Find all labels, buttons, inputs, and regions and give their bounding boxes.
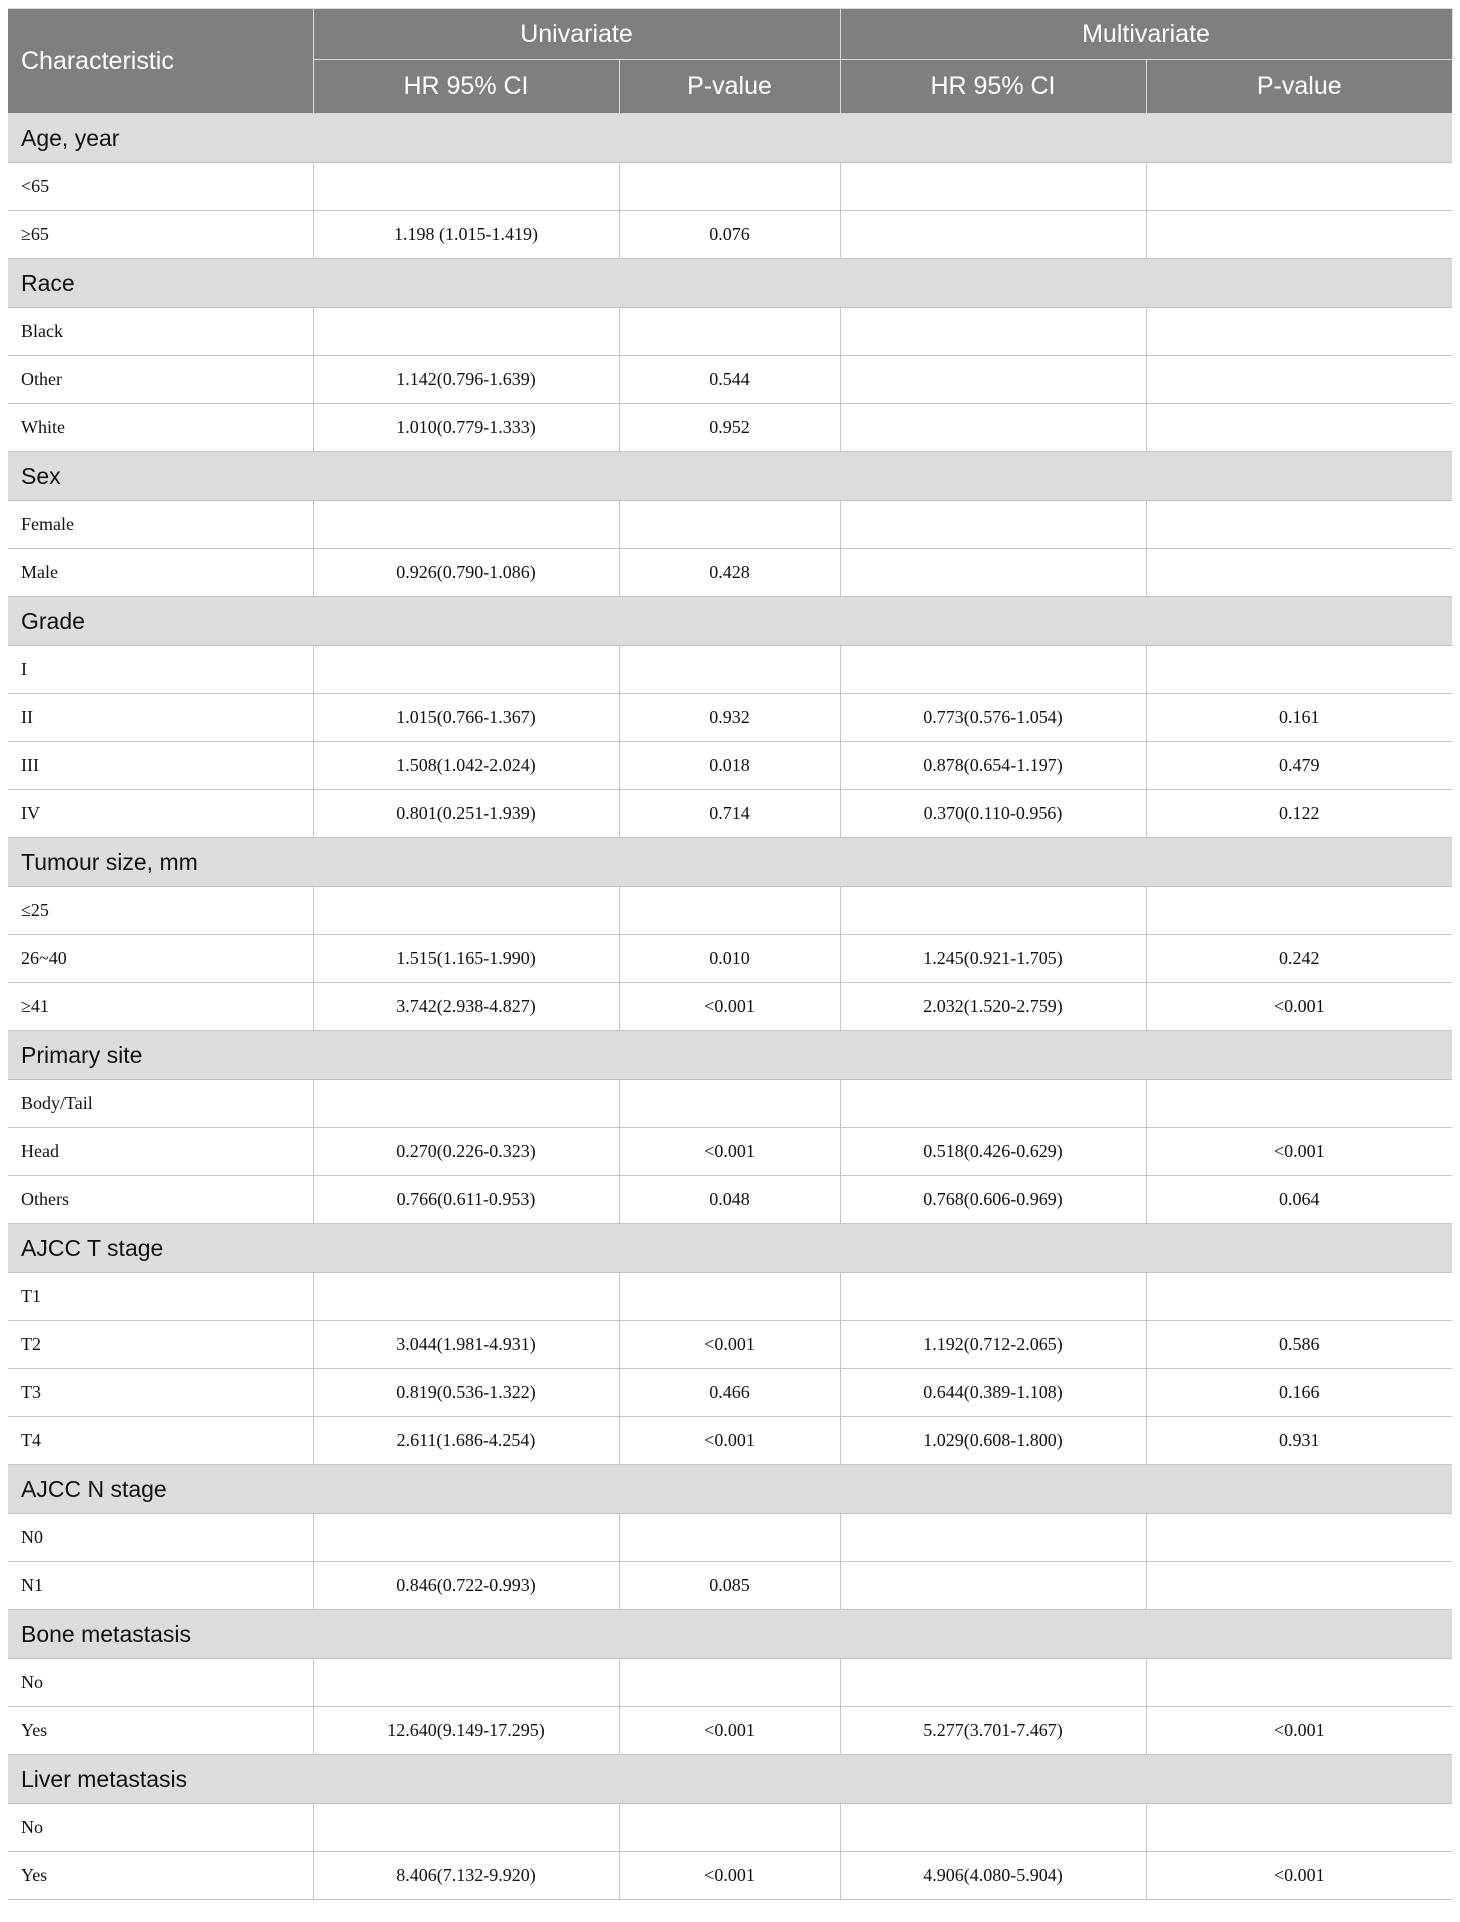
section-header-row xyxy=(8,1610,1452,1659)
row-label: Head xyxy=(8,1128,313,1176)
header-univariate-p: P-value xyxy=(619,60,840,114)
table-row xyxy=(8,1514,1452,1562)
multivariate-hr-cell: 0.773(0.576-1.054) xyxy=(840,694,1146,742)
univariate-p-cell: 0.048 xyxy=(619,1176,840,1224)
table-row xyxy=(8,1369,1452,1417)
section-title: Tumour size, mm xyxy=(8,838,1452,887)
multivariate-p-cell: 0.166 xyxy=(1146,1369,1452,1417)
univariate-hr-cell: 8.406(7.132-9.920) xyxy=(313,1852,619,1900)
univariate-hr-cell: 3.742(2.938-4.827) xyxy=(313,983,619,1031)
table-row xyxy=(8,1273,1452,1321)
row-label: 26~40 xyxy=(8,935,313,983)
univariate-p-cell xyxy=(619,308,840,356)
univariate-hr-cell: 0.819(0.536-1.322) xyxy=(313,1369,619,1417)
univariate-hr-cell xyxy=(313,1273,619,1321)
univariate-p-cell xyxy=(619,163,840,211)
univariate-p-cell: 0.466 xyxy=(619,1369,840,1417)
univariate-p-cell xyxy=(619,1804,840,1852)
univariate-hr-cell xyxy=(313,1080,619,1128)
header-multivariate-hr: HR 95% CI xyxy=(840,60,1146,114)
multivariate-p-cell: <0.001 xyxy=(1146,1852,1452,1900)
univariate-hr-cell: 0.766(0.611-0.953) xyxy=(313,1176,619,1224)
univariate-p-cell: <0.001 xyxy=(619,1128,840,1176)
multivariate-p-cell xyxy=(1146,646,1452,694)
univariate-p-cell: 0.714 xyxy=(619,790,840,838)
multivariate-hr-cell xyxy=(840,501,1146,549)
multivariate-p-cell xyxy=(1146,211,1452,259)
row-label: Others xyxy=(8,1176,313,1224)
multivariate-p-cell xyxy=(1146,549,1452,597)
univariate-hr-cell: 0.270(0.226-0.323) xyxy=(313,1128,619,1176)
multivariate-hr-cell: 2.032(1.520-2.759) xyxy=(840,983,1146,1031)
univariate-p-cell xyxy=(619,646,840,694)
table-row xyxy=(8,1321,1452,1369)
table-row xyxy=(8,163,1452,211)
table-row xyxy=(8,1080,1452,1128)
table-row xyxy=(8,694,1452,742)
univariate-hr-cell xyxy=(313,1804,619,1852)
univariate-hr-cell: 1.508(1.042-2.024) xyxy=(313,742,619,790)
table-row xyxy=(8,1128,1452,1176)
table-row xyxy=(8,308,1452,356)
multivariate-p-cell xyxy=(1146,1659,1452,1707)
section-title: Sex xyxy=(8,452,1452,501)
univariate-p-cell: <0.001 xyxy=(619,983,840,1031)
univariate-hr-cell xyxy=(313,308,619,356)
multivariate-hr-cell xyxy=(840,356,1146,404)
row-label: White xyxy=(8,404,313,452)
section-header-row xyxy=(8,597,1452,646)
section-header-row xyxy=(8,1465,1452,1514)
multivariate-hr-cell: 1.029(0.608-1.800) xyxy=(840,1417,1146,1465)
header-univariate-hr: HR 95% CI xyxy=(313,60,619,114)
table-row xyxy=(8,790,1452,838)
univariate-p-cell xyxy=(619,1514,840,1562)
multivariate-p-cell: <0.001 xyxy=(1146,1707,1452,1755)
multivariate-hr-cell: 0.518(0.426-0.629) xyxy=(840,1128,1146,1176)
table-row xyxy=(8,887,1452,935)
multivariate-p-cell xyxy=(1146,501,1452,549)
row-label: ≥65 xyxy=(8,211,313,259)
univariate-hr-cell: 1.015(0.766-1.367) xyxy=(313,694,619,742)
header-univariate: Univariate xyxy=(313,9,840,60)
multivariate-hr-cell xyxy=(840,308,1146,356)
univariate-hr-cell xyxy=(313,887,619,935)
univariate-p-cell: <0.001 xyxy=(619,1707,840,1755)
univariate-hr-cell: 0.926(0.790-1.086) xyxy=(313,549,619,597)
row-label: No xyxy=(8,1659,313,1707)
multivariate-p-cell: <0.001 xyxy=(1146,983,1452,1031)
section-title: Primary site xyxy=(8,1031,1452,1080)
multivariate-p-cell xyxy=(1146,356,1452,404)
univariate-p-cell xyxy=(619,1273,840,1321)
table-row xyxy=(8,1176,1452,1224)
univariate-p-cell xyxy=(619,1080,840,1128)
multivariate-p-cell: 0.242 xyxy=(1146,935,1452,983)
row-label: Female xyxy=(8,501,313,549)
univariate-p-cell: <0.001 xyxy=(619,1321,840,1369)
section-title: AJCC N stage xyxy=(8,1465,1452,1514)
table-row xyxy=(8,742,1452,790)
section-header-row xyxy=(8,452,1452,501)
row-label: IV xyxy=(8,790,313,838)
multivariate-p-cell xyxy=(1146,1804,1452,1852)
section-title: Liver metastasis xyxy=(8,1755,1452,1804)
multivariate-hr-cell: 1.245(0.921-1.705) xyxy=(840,935,1146,983)
univariate-hr-cell xyxy=(313,646,619,694)
row-label: N1 xyxy=(8,1562,313,1610)
multivariate-p-cell xyxy=(1146,1080,1452,1128)
univariate-p-cell: 0.428 xyxy=(619,549,840,597)
multivariate-hr-cell: 5.277(3.701-7.467) xyxy=(840,1707,1146,1755)
univariate-p-cell xyxy=(619,1659,840,1707)
row-label: Other xyxy=(8,356,313,404)
multivariate-p-cell xyxy=(1146,1562,1452,1610)
section-header-row xyxy=(8,1755,1452,1804)
multivariate-hr-cell xyxy=(840,404,1146,452)
section-header-row xyxy=(8,114,1452,163)
table-body xyxy=(8,114,1452,1900)
multivariate-p-cell xyxy=(1146,1273,1452,1321)
section-header-row xyxy=(8,259,1452,308)
row-label: Black xyxy=(8,308,313,356)
multivariate-p-cell: 0.161 xyxy=(1146,694,1452,742)
row-label: N0 xyxy=(8,1514,313,1562)
univariate-p-cell: <0.001 xyxy=(619,1417,840,1465)
cox-regression-table xyxy=(8,8,1453,1900)
univariate-hr-cell: 0.846(0.722-0.993) xyxy=(313,1562,619,1610)
section-title: AJCC T stage xyxy=(8,1224,1452,1273)
univariate-hr-cell: 12.640(9.149-17.295) xyxy=(313,1707,619,1755)
table-row xyxy=(8,549,1452,597)
header-multivariate-p: P-value xyxy=(1146,60,1452,114)
multivariate-hr-cell: 0.644(0.389-1.108) xyxy=(840,1369,1146,1417)
univariate-p-cell: 0.076 xyxy=(619,211,840,259)
table-row xyxy=(8,211,1452,259)
multivariate-hr-cell: 0.878(0.654-1.197) xyxy=(840,742,1146,790)
multivariate-hr-cell: 4.906(4.080-5.904) xyxy=(840,1852,1146,1900)
table-row xyxy=(8,1562,1452,1610)
row-label: II xyxy=(8,694,313,742)
table-row xyxy=(8,983,1452,1031)
row-label: T4 xyxy=(8,1417,313,1465)
univariate-hr-cell: 1.515(1.165-1.990) xyxy=(313,935,619,983)
multivariate-p-cell xyxy=(1146,163,1452,211)
row-label: T3 xyxy=(8,1369,313,1417)
univariate-hr-cell: 1.010(0.779-1.333) xyxy=(313,404,619,452)
section-title: Race xyxy=(8,259,1452,308)
section-header-row xyxy=(8,1224,1452,1273)
multivariate-p-cell: 0.122 xyxy=(1146,790,1452,838)
multivariate-hr-cell xyxy=(840,211,1146,259)
row-label: Body/Tail xyxy=(8,1080,313,1128)
table-row xyxy=(8,1417,1452,1465)
multivariate-hr-cell xyxy=(840,1659,1146,1707)
multivariate-hr-cell: 0.768(0.606-0.969) xyxy=(840,1176,1146,1224)
multivariate-p-cell xyxy=(1146,308,1452,356)
multivariate-hr-cell xyxy=(840,549,1146,597)
univariate-hr-cell: 0.801(0.251-1.939) xyxy=(313,790,619,838)
table-row xyxy=(8,646,1452,694)
row-label: <65 xyxy=(8,163,313,211)
table-row xyxy=(8,501,1452,549)
multivariate-hr-cell xyxy=(840,1804,1146,1852)
univariate-p-cell: 0.010 xyxy=(619,935,840,983)
table-row xyxy=(8,356,1452,404)
row-label: T1 xyxy=(8,1273,313,1321)
row-label: III xyxy=(8,742,313,790)
table-row xyxy=(8,1804,1452,1852)
row-label: No xyxy=(8,1804,313,1852)
multivariate-hr-cell xyxy=(840,1273,1146,1321)
univariate-p-cell: 0.952 xyxy=(619,404,840,452)
multivariate-p-cell: 0.064 xyxy=(1146,1176,1452,1224)
univariate-hr-cell xyxy=(313,1514,619,1562)
section-title: Age, year xyxy=(8,114,1452,163)
multivariate-p-cell: 0.479 xyxy=(1146,742,1452,790)
multivariate-p-cell: 0.931 xyxy=(1146,1417,1452,1465)
table-header xyxy=(8,9,1452,114)
univariate-hr-cell: 2.611(1.686-4.254) xyxy=(313,1417,619,1465)
table-row xyxy=(8,1707,1452,1755)
univariate-p-cell: 0.018 xyxy=(619,742,840,790)
univariate-p-cell xyxy=(619,887,840,935)
multivariate-hr-cell xyxy=(840,1080,1146,1128)
row-label: Yes xyxy=(8,1852,313,1900)
row-label: ≥41 xyxy=(8,983,313,1031)
univariate-hr-cell: 1.198 (1.015-1.419) xyxy=(313,211,619,259)
table-row xyxy=(8,404,1452,452)
multivariate-hr-cell: 1.192(0.712-2.065) xyxy=(840,1321,1146,1369)
section-header-row xyxy=(8,838,1452,887)
multivariate-hr-cell xyxy=(840,887,1146,935)
univariate-hr-cell xyxy=(313,163,619,211)
multivariate-p-cell xyxy=(1146,1514,1452,1562)
header-characteristic: Characteristic xyxy=(8,9,313,114)
row-label: I xyxy=(8,646,313,694)
multivariate-p-cell xyxy=(1146,404,1452,452)
multivariate-hr-cell: 0.370(0.110-0.956) xyxy=(840,790,1146,838)
univariate-p-cell: 0.085 xyxy=(619,1562,840,1610)
univariate-hr-cell: 1.142(0.796-1.639) xyxy=(313,356,619,404)
section-title: Bone metastasis xyxy=(8,1610,1452,1659)
multivariate-p-cell: <0.001 xyxy=(1146,1128,1452,1176)
univariate-hr-cell xyxy=(313,501,619,549)
multivariate-p-cell xyxy=(1146,887,1452,935)
row-label: T2 xyxy=(8,1321,313,1369)
row-label: ≤25 xyxy=(8,887,313,935)
row-label: Yes xyxy=(8,1707,313,1755)
univariate-p-cell: <0.001 xyxy=(619,1852,840,1900)
univariate-p-cell: 0.544 xyxy=(619,356,840,404)
univariate-p-cell: 0.932 xyxy=(619,694,840,742)
table-row xyxy=(8,1659,1452,1707)
univariate-p-cell xyxy=(619,501,840,549)
multivariate-hr-cell xyxy=(840,163,1146,211)
section-title: Grade xyxy=(8,597,1452,646)
section-header-row xyxy=(8,1031,1452,1080)
row-label: Male xyxy=(8,549,313,597)
header-multivariate: Multivariate xyxy=(840,9,1452,60)
univariate-hr-cell xyxy=(313,1659,619,1707)
table-row xyxy=(8,935,1452,983)
univariate-hr-cell: 3.044(1.981-4.931) xyxy=(313,1321,619,1369)
multivariate-hr-cell xyxy=(840,1562,1146,1610)
multivariate-p-cell: 0.586 xyxy=(1146,1321,1452,1369)
multivariate-hr-cell xyxy=(840,646,1146,694)
multivariate-hr-cell xyxy=(840,1514,1146,1562)
table-row xyxy=(8,1852,1452,1900)
regression-table-container xyxy=(8,8,1452,1900)
